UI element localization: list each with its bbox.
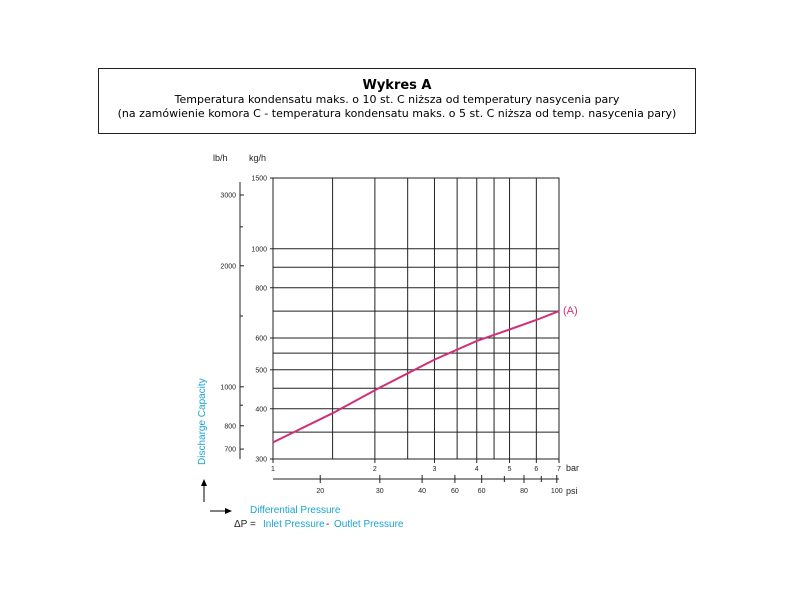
curve-a-line [273,311,559,442]
y-unit-lbh: lb/h [213,153,228,163]
x-tick-label-bar: 1 [271,466,275,473]
x-unit-psi: psi [566,486,578,496]
plot-frame [273,178,559,459]
delta-p-label: ΔP = [234,519,256,530]
y-tick-label-kgh: 800 [255,285,267,293]
x-tick-label-bar: 5 [507,466,512,473]
chart-title: Wykres A [362,78,432,93]
x-tick-label-psi: 80 [520,488,528,495]
up-arrow-icon [201,479,207,502]
inlet-pressure-label: Inlet Pressure [263,519,325,530]
x-tick-label-psi: 20 [316,488,325,495]
y-tick-label-kgh: 400 [255,406,267,414]
x-unit-bar: bar [566,463,580,473]
x-tick-label-psi: 60 [450,488,459,495]
y-tick-label-lbh: 800 [224,423,236,431]
x-tick-label-bar: 3 [432,466,437,473]
y-tick-label-lbh: 1000 [220,384,236,392]
curve-a-label: (A) [563,305,578,318]
differential-pressure-label: Differential Pressure [250,505,341,516]
outlet-pressure-label: Outlet Pressure [334,519,404,530]
x-tick-label-psi: 60 [477,488,486,495]
subtitle-line-2: (na zamówienie komora C - temperatura kondensatu maks. o 5 st. C niższa od temp. nasycenia pary) [117,107,677,120]
x-tick-label-bar: 6 [534,466,539,473]
y-tick-label-kgh: 1500 [251,175,267,183]
y-tick-label-lbh: 2000 [220,263,236,271]
y-tick-label-lbh: 3000 [220,192,236,200]
ticks-layer [220,176,562,496]
x-tick-label-bar: 7 [557,466,561,473]
grid-layer [273,178,559,459]
x-tick-label-bar: 4 [474,466,479,473]
y-tick-label-kgh: 300 [255,456,267,464]
y-axis-title: Discharge Capacity [197,378,208,465]
y-unit-kgh: kg/h [249,153,267,163]
y-tick-label-lbh: 700 [224,446,236,454]
minus-sign: - [326,519,330,530]
y-tick-label-kgh: 600 [255,335,267,343]
y-tick-label-kgh: 1000 [251,246,267,254]
x-tick-label-psi: 30 [375,488,384,495]
x-tick-label-psi: 100 [550,488,563,495]
curve-layer [273,305,578,442]
y-tick-label-kgh: 500 [255,367,267,375]
x-tick-label-psi: 40 [418,488,426,495]
x-tick-label-bar: 2 [372,466,377,473]
right-arrow-icon [210,508,232,514]
subtitle-line-1: Temperatura kondensatu maks. o 10 st. C niższa od temperatury nasycenia pary [174,93,620,106]
